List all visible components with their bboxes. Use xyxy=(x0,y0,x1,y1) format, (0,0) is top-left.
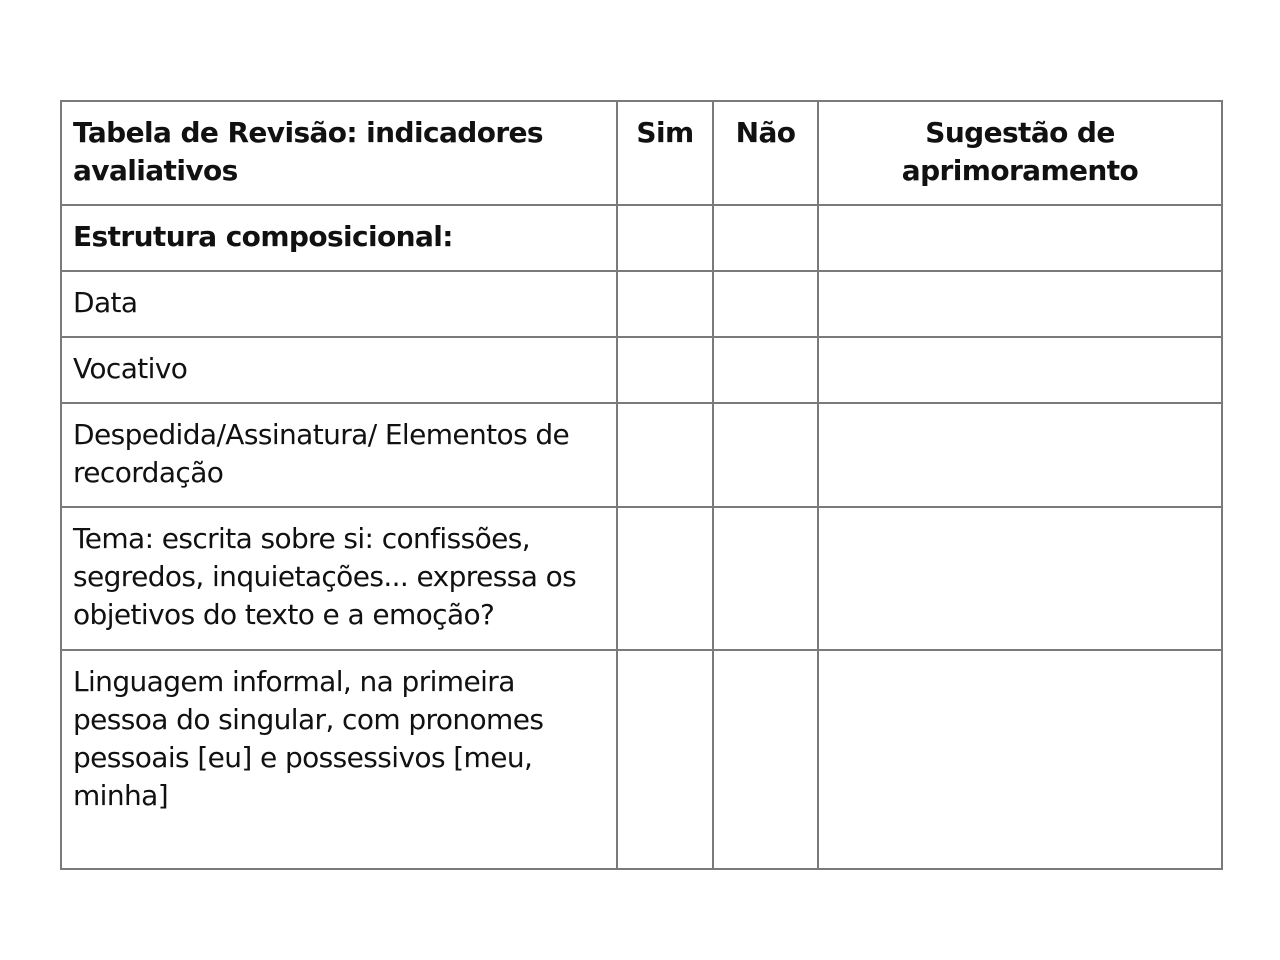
header-yes: Sim xyxy=(617,101,713,205)
suggestion-cell xyxy=(818,650,1222,869)
table-row xyxy=(61,205,1222,271)
yes-cell xyxy=(617,337,713,403)
no-cell xyxy=(713,205,818,271)
suggestion-cell xyxy=(818,205,1222,271)
yes-cell xyxy=(617,650,713,869)
yes-cell xyxy=(617,205,713,271)
no-cell xyxy=(713,507,818,650)
yes-cell xyxy=(617,271,713,337)
suggestion-cell xyxy=(818,403,1222,507)
row-label: Vocativo xyxy=(61,337,617,403)
no-cell xyxy=(713,403,818,507)
yes-cell xyxy=(617,507,713,650)
header-no: Não xyxy=(713,101,818,205)
row-label-section: Estrutura composicional: xyxy=(61,205,617,271)
suggestion-cell xyxy=(818,507,1222,650)
table-row xyxy=(61,271,1222,337)
no-cell xyxy=(713,337,818,403)
table-header-row xyxy=(61,101,1222,205)
table-row xyxy=(61,337,1222,403)
suggestion-cell xyxy=(818,271,1222,337)
header-indicator: Tabela de Revisão: indicadores avaliativos xyxy=(61,101,617,205)
suggestion-cell xyxy=(818,337,1222,403)
table-row xyxy=(61,507,1222,650)
revision-table xyxy=(60,100,1223,870)
no-cell xyxy=(713,650,818,869)
no-cell xyxy=(713,271,818,337)
row-label: Despedida/Assinatura/ Elementos de recordação xyxy=(61,403,617,507)
table-row xyxy=(61,650,1222,869)
row-label: Linguagem informal, na primeira pessoa do singular, com pronomes pessoais [eu] e possessivos [meu, minha] xyxy=(61,650,617,869)
table-row xyxy=(61,403,1222,507)
yes-cell xyxy=(617,403,713,507)
row-label: Data xyxy=(61,271,617,337)
header-suggestion: Sugestão de aprimoramento xyxy=(818,101,1222,205)
row-label: Tema: escrita sobre si: confissões, segredos, inquietações... expressa os objetivos do texto e a emoção? xyxy=(61,507,617,650)
